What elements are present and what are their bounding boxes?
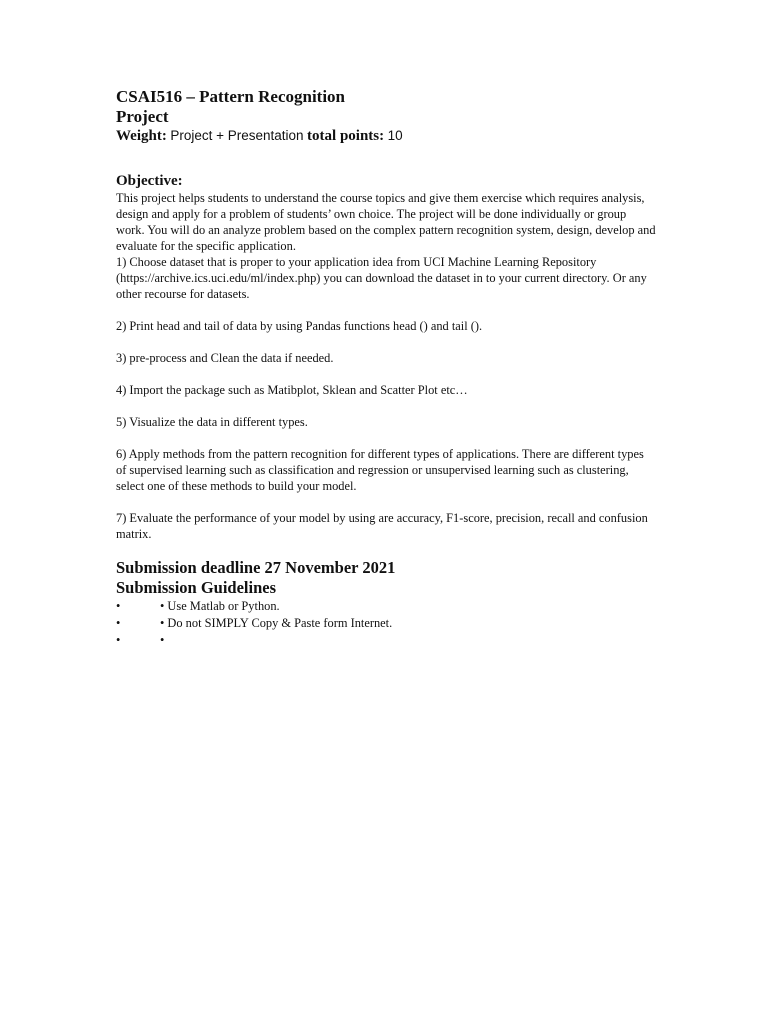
objective-step-5: 5) Visualize the data in different types.	[116, 415, 308, 429]
submission-guidelines-heading: Submission Guidelines	[116, 578, 277, 597]
guideline-item	[116, 598, 656, 615]
points-value: 10	[387, 128, 403, 143]
document-content	[116, 86, 656, 649]
points-label: total points:	[307, 128, 385, 144]
objective-step-6: 6) Apply methods from the pattern recognition for different types of applications. There are different types of supervised learning such as classification and regression or unsupervised learning such as clustering, select one of these methods to build your model.	[116, 447, 644, 493]
bullet-icon: •	[116, 616, 121, 630]
guideline-item	[116, 632, 656, 649]
bullet-icon: •	[116, 633, 121, 647]
course-title: CSAI516 – Pattern Recognition	[116, 87, 346, 106]
objective-step-3: 3) pre-process and Clean the data if needed.	[116, 351, 334, 365]
guideline-text: • Do not SIMPLY Copy & Paste form Internet.	[160, 616, 393, 630]
bullet-icon: •	[116, 599, 121, 613]
guideline-text: • Use Matlab or Python.	[160, 599, 280, 613]
objective-step-2: 2) Print head and tail of data by using Pandas functions head () and tail ().	[116, 319, 483, 333]
weight-value: Project + Presentation	[170, 128, 304, 143]
objective-step-7: 7) Evaluate the performance of your model by using are accuracy, F1-score, precision, recall and confusion matrix.	[116, 511, 648, 541]
submission-deadline: Submission deadline 27 November 2021	[116, 558, 396, 577]
weight-label: Weight:	[116, 128, 167, 144]
guidelines-list	[116, 598, 656, 649]
project-title: Project	[116, 107, 169, 126]
objective-step-1: 1) Choose dataset that is proper to your application idea from UCI Machine Learning Repository (https://archive.ics.uci.edu/ml/index.php) you can download the dataset in to your current directory. Or any other recourse for datasets.	[116, 255, 647, 301]
guideline-text: •	[160, 633, 165, 647]
objective-intro: This project helps students to understand the course topics and give them exercise which requires analysis, design and apply for a problem of students’ own choice. The project will be done individually or group work. You will do an analyze problem based on the complex pattern recognition system, design, develop and evaluate for the specific application.	[116, 191, 656, 253]
objective-step-4: 4) Import the package such as Matibplot, Sklean and Scatter Plot etc…	[116, 383, 468, 397]
guideline-item	[116, 615, 656, 632]
weight-line	[116, 126, 656, 147]
objective-heading: Objective:	[116, 173, 183, 189]
